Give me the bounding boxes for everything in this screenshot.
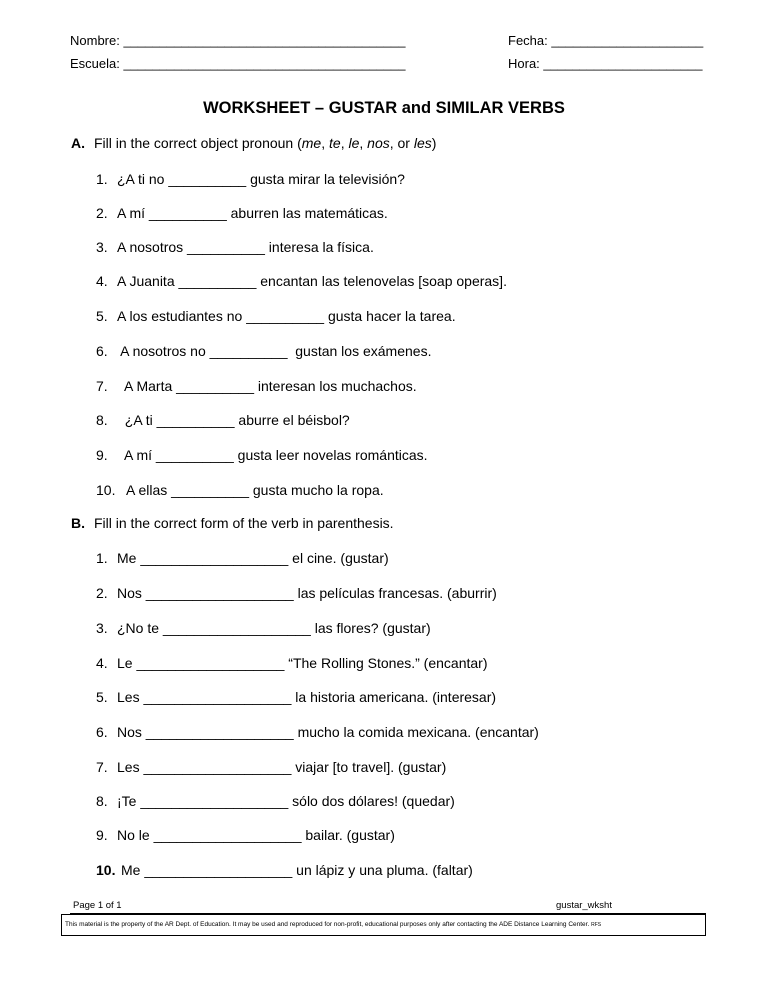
item-text[interactable]: A nosotros no __________ gustan los exámenes. <box>117 343 432 359</box>
item-number: 8. <box>96 793 108 809</box>
item-number: 9. <box>96 447 108 463</box>
item-text[interactable]: Les ___________________ viajar [to travel]. (gustar) <box>117 759 447 775</box>
item-text[interactable]: ¡Te ___________________ sólo dos dólares! (quedar) <box>117 793 455 809</box>
item-text[interactable]: ¿A ti __________ aburre el béisbol? <box>117 412 350 428</box>
section-a-instruction-end: ) <box>431 135 437 151</box>
worksheet-title: WORKSHEET – GUSTAR and SIMILAR VERBS <box>203 99 565 117</box>
pronoun-nos: nos <box>367 135 390 151</box>
item-number: 10. <box>96 862 116 878</box>
pronoun-me: me <box>301 135 322 151</box>
page-footer <box>70 899 706 914</box>
fecha-field[interactable]: Fecha: _____________________ <box>508 33 704 48</box>
item-number: 7. <box>96 378 108 394</box>
item-text[interactable]: A Juanita __________ encantan las telenovelas [soap operas]. <box>117 273 507 289</box>
item-text[interactable]: A nosotros __________ interesa la física. <box>117 239 374 255</box>
file-name: gustar_wksht <box>556 900 612 911</box>
item-text[interactable]: Les ___________________ la historia americana. (interesar) <box>117 689 497 705</box>
pronoun-separator: , <box>359 135 368 151</box>
section-b-letter: B. <box>71 515 85 531</box>
section-b-instruction: Fill in the correct form of the verb in parenthesis. <box>94 515 394 531</box>
section-a-instruction-start: Fill in the correct object pronoun ( <box>94 135 302 151</box>
hora-field[interactable]: Hora: ______________________ <box>508 56 703 71</box>
item-text[interactable]: No le ___________________ bailar. (gustar) <box>117 827 395 843</box>
item-number: 6. <box>96 343 108 359</box>
item-number: 3. <box>96 239 108 255</box>
item-number: 4. <box>96 655 108 671</box>
section-a-letter: A. <box>71 135 85 151</box>
item-number: 10. <box>96 482 116 498</box>
nombre-field[interactable]: Nombre: _______________________________________ <box>70 33 406 48</box>
item-text[interactable]: Nos ___________________ mucho la comida mexicana. (encantar) <box>117 724 539 740</box>
item-number: 6. <box>96 724 108 740</box>
pronoun-les: les <box>413 135 432 151</box>
item-text[interactable]: Me ___________________ el cine. (gustar) <box>117 550 389 566</box>
page-number: Page 1 of 1 <box>73 900 122 911</box>
item-number: 5. <box>96 689 108 705</box>
item-number: 7. <box>96 759 108 775</box>
pronoun-separator: , <box>321 135 329 151</box>
item-number: 4. <box>96 273 108 289</box>
item-number: 9. <box>96 827 108 843</box>
item-text[interactable]: A los estudiantes no __________ gusta hacer la tarea. <box>117 308 456 324</box>
section-b-heading <box>71 514 394 532</box>
pronoun-or: , or <box>389 135 414 151</box>
item-number: 2. <box>96 205 108 221</box>
escuela-field[interactable]: Escuela: _______________________________________ <box>70 56 406 71</box>
item-number: 2. <box>96 585 108 601</box>
item-text[interactable]: Le ___________________ “The Rolling Stones.” (encantar) <box>117 655 488 671</box>
item-number: 5. <box>96 308 108 324</box>
item-text[interactable]: Nos ___________________ las películas francesas. (aburrir) <box>117 585 497 601</box>
pronoun-te: te <box>329 135 341 151</box>
item-text[interactable]: Me ___________________ un lápiz y una pluma. (faltar) <box>121 862 473 878</box>
pronoun-le: le <box>348 135 360 151</box>
pronoun-separator: , <box>340 135 349 151</box>
disclaimer-text: This material is the property of the AR Dept. of Education. It may be used and reproduced for non-profit, educational purposes only after contacting the ADE Distance Learning Center. <box>65 921 590 928</box>
item-text[interactable]: ¿A ti no __________ gusta mirar la televisión? <box>117 171 405 187</box>
item-number: 1. <box>96 171 108 187</box>
item-text[interactable]: A ellas __________ gusta mucho la ropa. <box>126 482 384 498</box>
item-text[interactable]: A Marta __________ interesan los muchachos. <box>117 378 417 394</box>
item-text[interactable]: A mí __________ aburren las matemáticas. <box>117 205 388 221</box>
author-initials: RFS <box>591 922 602 928</box>
item-number: 1. <box>96 550 108 566</box>
disclaimer-box <box>61 914 706 936</box>
item-text[interactable]: ¿No te ___________________ las flores? (gustar) <box>117 620 431 636</box>
item-number: 3. <box>96 620 108 636</box>
item-text[interactable]: A mí __________ gusta leer novelas románticas. <box>117 447 428 463</box>
section-a-heading <box>71 134 436 152</box>
item-number: 8. <box>96 412 108 428</box>
